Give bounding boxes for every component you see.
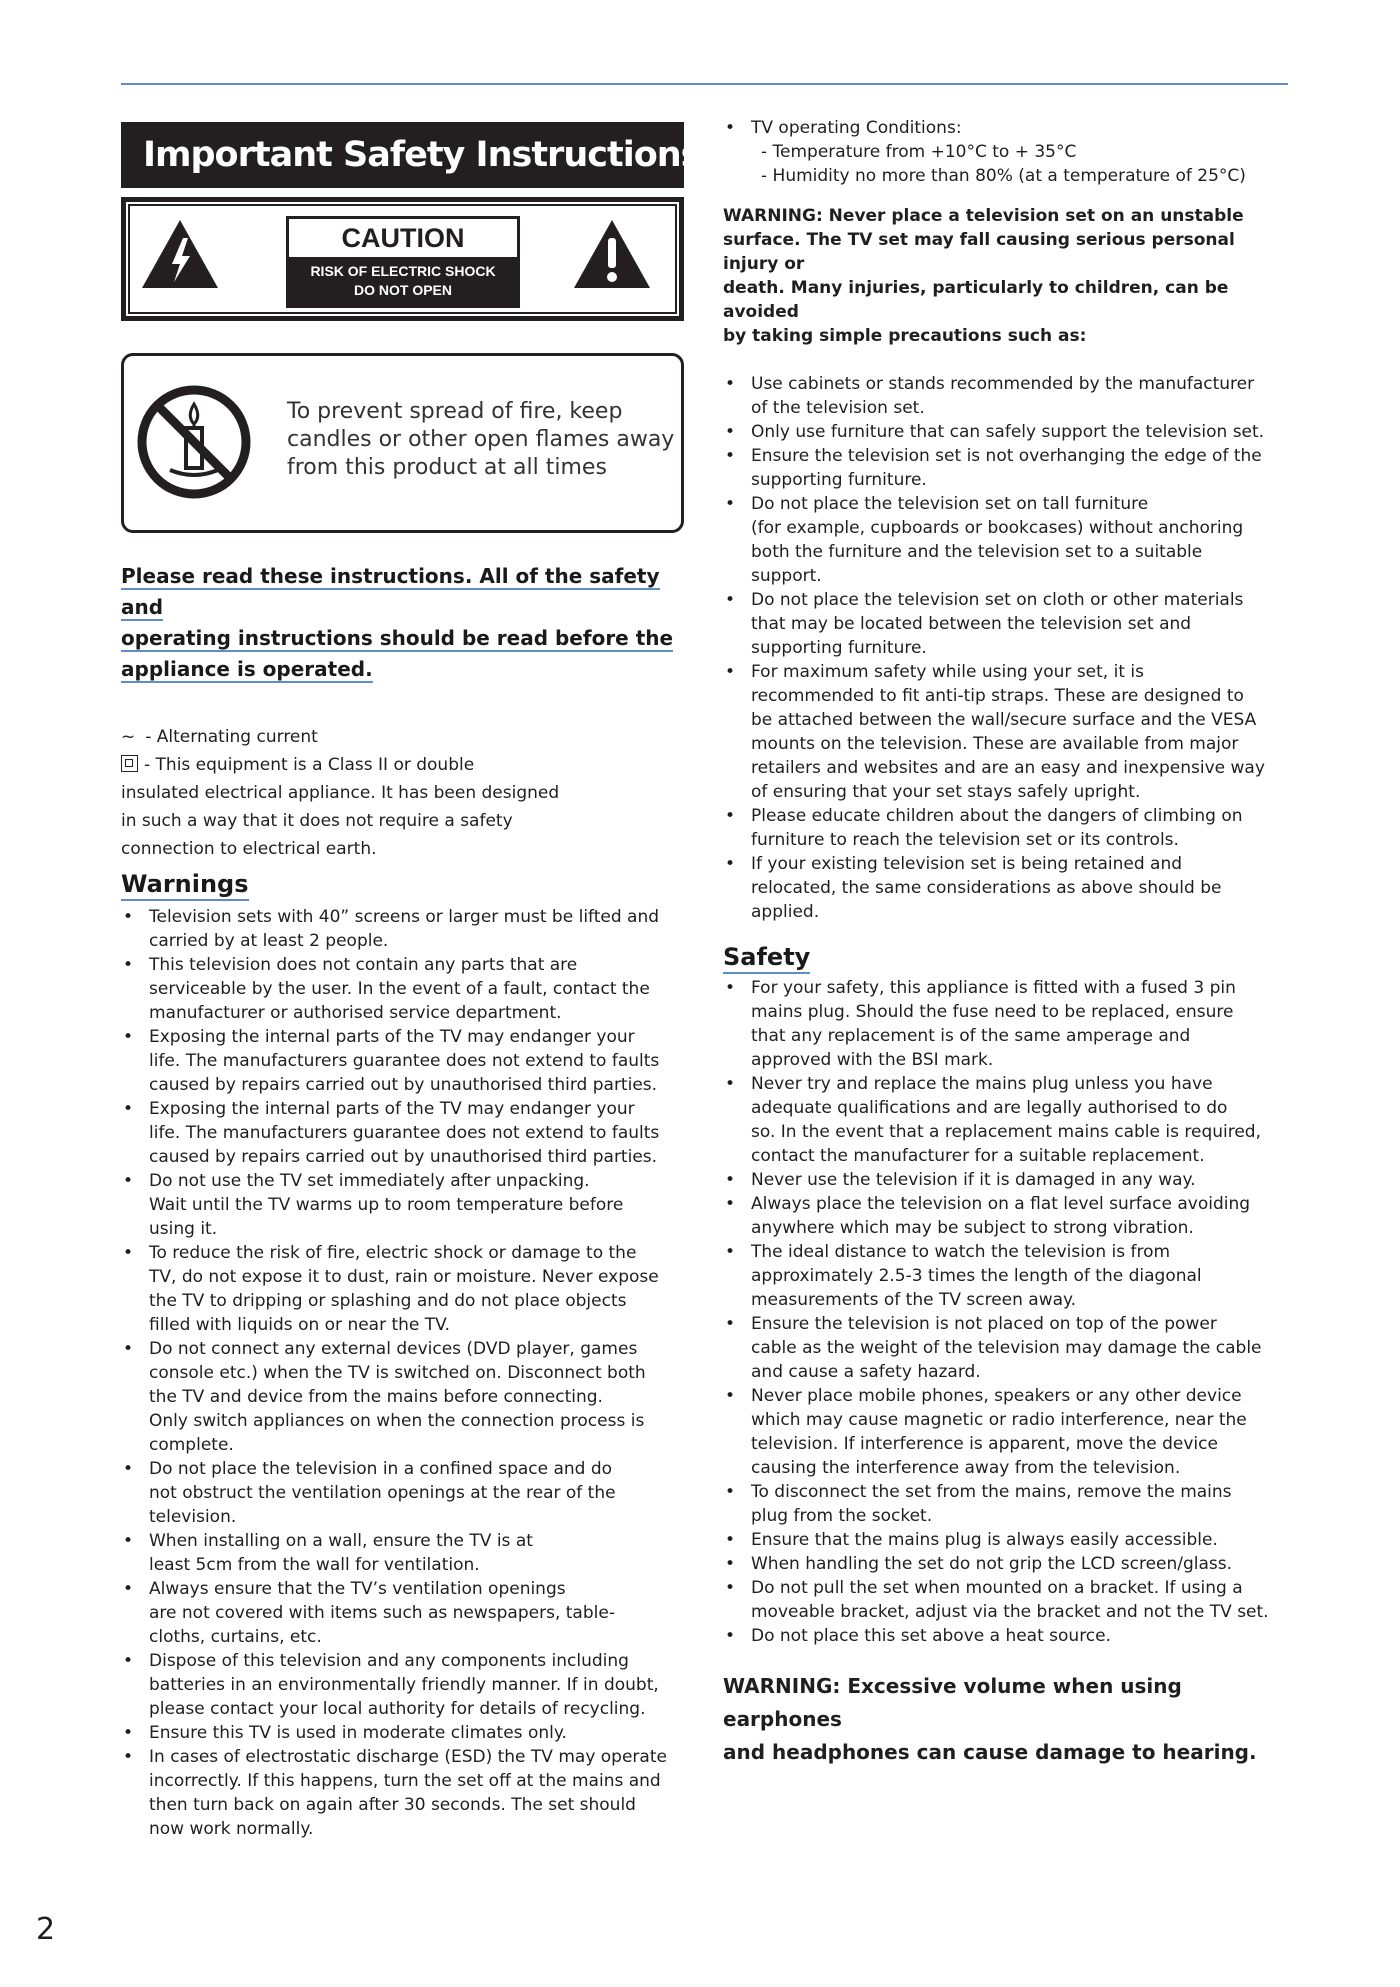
caution-label — [286, 216, 520, 308]
title-bar — [121, 122, 701, 188]
safety-item: • When handling the set do not grip the LCD screen/glass. — [723, 1552, 1293, 1576]
safety-item: • Never place mobile phones, speakers or any other device which may cause magnetic or radio interference, near the television. If interference is apparent, move the device causing the interference away from the television. — [723, 1384, 1293, 1480]
precautions-list — [723, 372, 1293, 924]
safety-item: • Never use the television if it is damaged in any way. — [723, 1168, 1293, 1192]
read-instructions-note — [121, 561, 684, 685]
caution-subtext — [289, 257, 517, 305]
precaution-item: • Do not place the television set on cloth or other materials that may be located between the television set and supporting furniture. — [723, 588, 1293, 660]
safety-item: • Ensure the television is not placed on top of the power cable as the weight of the television may damage the cable and cause a safety hazard. — [723, 1312, 1293, 1384]
warnings-item: • Dispose of this television and any components including batteries in an environmentally friendly manner. If in doubt, please contact your local authority for details of recycling. — [121, 1649, 684, 1721]
warnings-item: • Do not use the TV set immediately after unpacking. Wait until the TV warms up to room temperature before using it. — [121, 1169, 684, 1241]
unstable-surface-warning: WARNING: Never place a television set on an unstable surface. The TV set may fall causing serious personal injury or death. Many injuries, particularly to children, can be avoided by taking simple precautions such as: — [723, 206, 1244, 346]
safety-item: • Always place the television on a flat level surface avoiding anywhere which may be subject to strong vibration. — [723, 1192, 1293, 1240]
read-note-line-2: operating instructions should be read before the — [121, 626, 674, 650]
warnings-item: • Television sets with 40” screens or larger must be lifted and carried by at least 2 people. — [121, 905, 684, 953]
precaution-item: • Use cabinets or stands recommended by the manufacturer of the television set. — [723, 372, 1293, 420]
exclamation-warning-icon — [572, 218, 652, 290]
caution-word: CAUTION — [341, 222, 465, 253]
precaution-item: • For maximum safety while using your set, it is recommended to fit anti-tip straps. These are designed to be attached between the wall/secure surface and the VESA mounts on the television. These are available from major retailers and websites and are an easy and inexpensive way of ensuring that your set stays safely upright. — [723, 660, 1293, 804]
operating-conditions — [723, 116, 1293, 188]
class2-symbol-row — [121, 751, 684, 779]
precaution-item: • Ensure the television set is not overhanging the edge of the supporting furniture. — [723, 444, 1293, 492]
precaution-item: • Do not place the television set on tall furniture (for example, cupboards or bookcases) without anchoring both the furniture and the television set to a suitable support. — [723, 492, 1293, 588]
safety-item: • Do not place this set above a heat source. — [723, 1624, 1293, 1648]
safety-heading: Safety — [723, 942, 810, 974]
safety-list — [723, 976, 1293, 1648]
top-rule — [121, 83, 1288, 85]
flame-notice-text: To prevent spread of fire, keep candles or other open flames away from this product at all times — [287, 399, 675, 480]
warnings-heading: Warnings — [121, 869, 249, 901]
electric-shock-icon — [140, 218, 220, 290]
left-column — [121, 122, 701, 1841]
page-title: Important Safety Instructions — [143, 135, 701, 175]
warnings-item: • To reduce the risk of fire, electric shock or damage to the TV, do not expose it to dust, rain or moisture. Never expose the TV to dripping or splashing and do not place objects filled with liquids on or near the TV. — [121, 1241, 684, 1337]
class-ii-double-square-icon — [121, 755, 138, 772]
warnings-item: • Do not connect any external devices (DVD player, games console etc.) when the TV is switched on. Disconnect both the TV and device from the mains before connecting. Only switch appliances on when the connection process is complete. — [121, 1337, 684, 1457]
precaution-item: • Please educate children about the dangers of climbing on furniture to reach the television set or its controls. — [723, 804, 1293, 852]
caution-line-1: RISK OF ELECTRIC SHOCK — [310, 263, 496, 279]
warnings-item: • In cases of electrostatic discharge (ESD) the TV may operate incorrectly. If this happens, turn the set off at the mains and then turn back on again after 30 seconds. The set should now work normally. — [121, 1745, 684, 1841]
class2-line-4: connection to electrical earth. — [121, 839, 377, 859]
caution-panel — [121, 197, 684, 321]
warnings-item: • Do not place the television in a confined space and do not obstruct the ventilation openings at the rear of the television. — [121, 1457, 684, 1529]
safety-item: • The ideal distance to watch the television is from approximately 2.5-3 times the length of the diagonal measurements of the TV screen away. — [723, 1240, 1293, 1312]
no-open-flame-icon — [136, 384, 252, 500]
warnings-item: • Always ensure that the TV’s ventilation openings are not covered with items such as newspapers, table- cloths, curtains, etc. — [121, 1577, 684, 1649]
warnings-item: • Ensure this TV is used in moderate climates only. — [121, 1721, 684, 1745]
safety-item: • Never try and replace the mains plug unless you have adequate qualifications and are legally authorised to do so. In the event that a replacement mains cable is required, contact the manufacturer for a suitable replacement. — [723, 1072, 1293, 1168]
operating-temperature: - Temperature from +10°C to + 35°C — [761, 142, 1077, 162]
warnings-item: • Exposing the internal parts of the TV may endanger your life. The manufacturers guarantee does not extend to faults caused by repairs carried out by unauthorised third parties. — [121, 1025, 684, 1097]
page-number: 2 — [36, 1912, 56, 1947]
safety-item: • Do not pull the set when mounted on a bracket. If using a moveable bracket, adjust via the bracket and not the TV set. — [723, 1576, 1293, 1624]
warnings-item: • This television does not contain any parts that are serviceable by the user. In the event of a fault, contact the manufacturer or authorised service department. — [121, 953, 684, 1025]
ac-symbol-text: - Alternating current — [145, 727, 318, 747]
flame-notice-box — [121, 353, 684, 533]
precaution-item: • Only use furniture that can safely support the television set. — [723, 420, 1293, 444]
read-note-line-3: appliance is operated. — [121, 657, 373, 681]
ac-symbol: ~ — [121, 727, 136, 747]
hearing-warning: WARNING: Excessive volume when using earphones and headphones can cause damage to hearing. — [723, 1674, 1257, 1764]
operating-humidity: - Humidity no more than 80% (at a temperature of 25°C) — [761, 166, 1246, 186]
ac-symbol-row — [121, 723, 684, 751]
safety-item: • Ensure that the mains plug is always easily accessible. — [723, 1528, 1293, 1552]
right-column — [723, 116, 1293, 1769]
caution-line-2: DO NOT OPEN — [353, 282, 452, 298]
operating-heading: TV operating Conditions: — [751, 118, 962, 138]
warnings-item: • When installing on a wall, ensure the TV is at least 5cm from the wall for ventilation. — [121, 1529, 684, 1577]
class2-line-2: insulated electrical appliance. It has been designed — [121, 783, 560, 803]
safety-item: • To disconnect the set from the mains, remove the mains plug from the socket. — [723, 1480, 1293, 1528]
operating-conditions-list — [723, 116, 1293, 188]
safety-item: • For your safety, this appliance is fitted with a fused 3 pin mains plug. Should the fuse need to be replaced, ensure that any replacement is of the same amperage and approved with the BSI mark. — [723, 976, 1293, 1072]
read-note-line-1: Please read these instructions. All of the safety and — [121, 564, 660, 619]
warnings-list — [121, 905, 684, 1841]
warnings-item: • Exposing the internal parts of the TV may endanger your life. The manufacturers guarantee does not extend to faults caused by repairs carried out by unauthorised third parties. — [121, 1097, 684, 1169]
precaution-item: • If your existing television set is being retained and relocated, the same considerations as above should be applied. — [723, 852, 1293, 924]
class2-line-1: - This equipment is a Class II or double — [144, 755, 475, 775]
class2-line-3: in such a way that it does not require a safety — [121, 811, 513, 831]
symbol-legend — [121, 723, 684, 863]
